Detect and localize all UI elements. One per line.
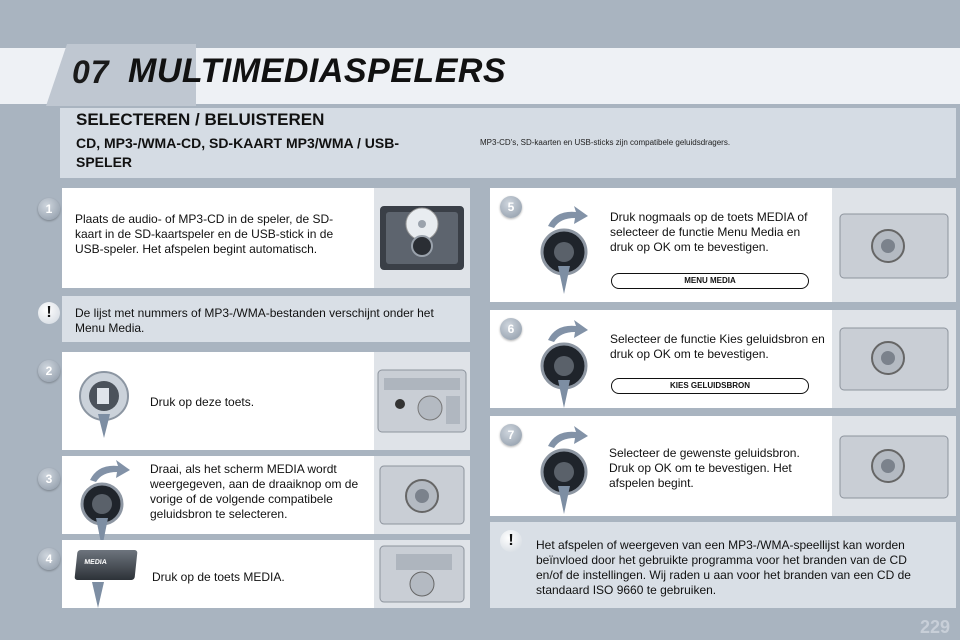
section-title: SELECTEREN / BELUISTEREN (76, 110, 325, 129)
radio-unit-icon (832, 416, 956, 516)
step-1-text: Plaats de audio- of MP3-CD in de speler, de SD-kaart in de SD-kaartspeler en de USB-stick in de USB-speler. Het afspelen begint automatisch. (75, 212, 334, 256)
menu-button-icon (78, 366, 132, 443)
rotary-knob-icon (534, 318, 598, 413)
radio-unit-icon (374, 188, 470, 288)
step-1-badge: 1 (38, 198, 60, 220)
step-7-text: Selecteer de gewenste geluidsbron. Druk op OK om te bevestigen. Het afspelen begint. (609, 446, 800, 490)
step-3-thumbnail (374, 456, 470, 534)
step-2-badge: 2 (38, 360, 60, 382)
step-7-badge: 7 (500, 424, 522, 446)
chapter-number: 07 (72, 54, 110, 90)
step-4-badge: 4 (38, 548, 60, 570)
step-7-thumbnail (832, 416, 956, 516)
step-2-text: Druk op deze toets. (150, 395, 255, 409)
page-number: 229 (919, 617, 950, 637)
rotary-knob-icon (76, 458, 140, 553)
press-arrow-icon (90, 578, 106, 613)
media-button-label: MEDIA (83, 559, 108, 566)
step-6-thumbnail (832, 310, 956, 408)
step-3-badge: 3 (38, 468, 60, 490)
rotary-knob-icon (534, 424, 598, 519)
step-5-text: Druk nogmaals op de toets MEDIA of selecteer de functie Menu Media en druk op OK om te bevestigen. (610, 210, 808, 254)
warning-2-text: Het afspelen of weergeven van een MP3-/WMA-speellijst kan worden beïnvloed door het gebruikte programma voor het branden van de CD en/of de instellingen. Wij raden u aan voor het branden van een CD de standaard ISO 9660 te gebruiken. (536, 538, 911, 597)
step-3-text: Draai, als het scherm MEDIA wordt weergegeven, aan de draaiknop om de vorige of de volgende compatibele geluidsbron te selecteren. (150, 462, 359, 521)
step-6-badge: 6 (500, 318, 522, 340)
rotary-knob-icon (534, 204, 598, 299)
cd-insert-thumbnail (374, 188, 470, 288)
chapter-title: MULTIMEDIASPELERS (128, 52, 507, 90)
radio-unit-icon (374, 540, 470, 608)
radio-unit-icon (374, 456, 470, 534)
radio-unit-icon (832, 310, 956, 408)
section-subtitle: CD, MP3-/WMA-CD, SD-KAART MP3/WMA / USB-SPELER (76, 135, 400, 170)
step-4-text: Druk op de toets MEDIA. (152, 570, 285, 584)
step-5-badge: 5 (500, 196, 522, 218)
radio-unit-icon (374, 352, 470, 450)
warning-2-icon: ! (500, 530, 522, 552)
step-5-thumbnail (832, 188, 956, 302)
kies-geluidsbron-label: KIES GELUIDSBRON (611, 378, 809, 394)
radio-unit-icon (832, 188, 956, 302)
step-6-text: Selecteer de functie Kies geluidsbron en druk op OK om te bevestigen. (610, 332, 825, 361)
section-note: MP3-CD's, SD-kaarten en USB-sticks zijn compatibele geluidsdragers. (480, 138, 731, 147)
step-4-thumbnail (374, 540, 470, 608)
media-button (74, 550, 137, 580)
warning-1-icon: ! (38, 302, 60, 324)
warning-1-text: De lijst met nummers of MP3-/WMA-bestanden verschijnt onder het Menu Media. (75, 306, 434, 335)
step-2-thumbnail (374, 352, 470, 450)
menu-media-label: MENU MEDIA (611, 273, 809, 289)
